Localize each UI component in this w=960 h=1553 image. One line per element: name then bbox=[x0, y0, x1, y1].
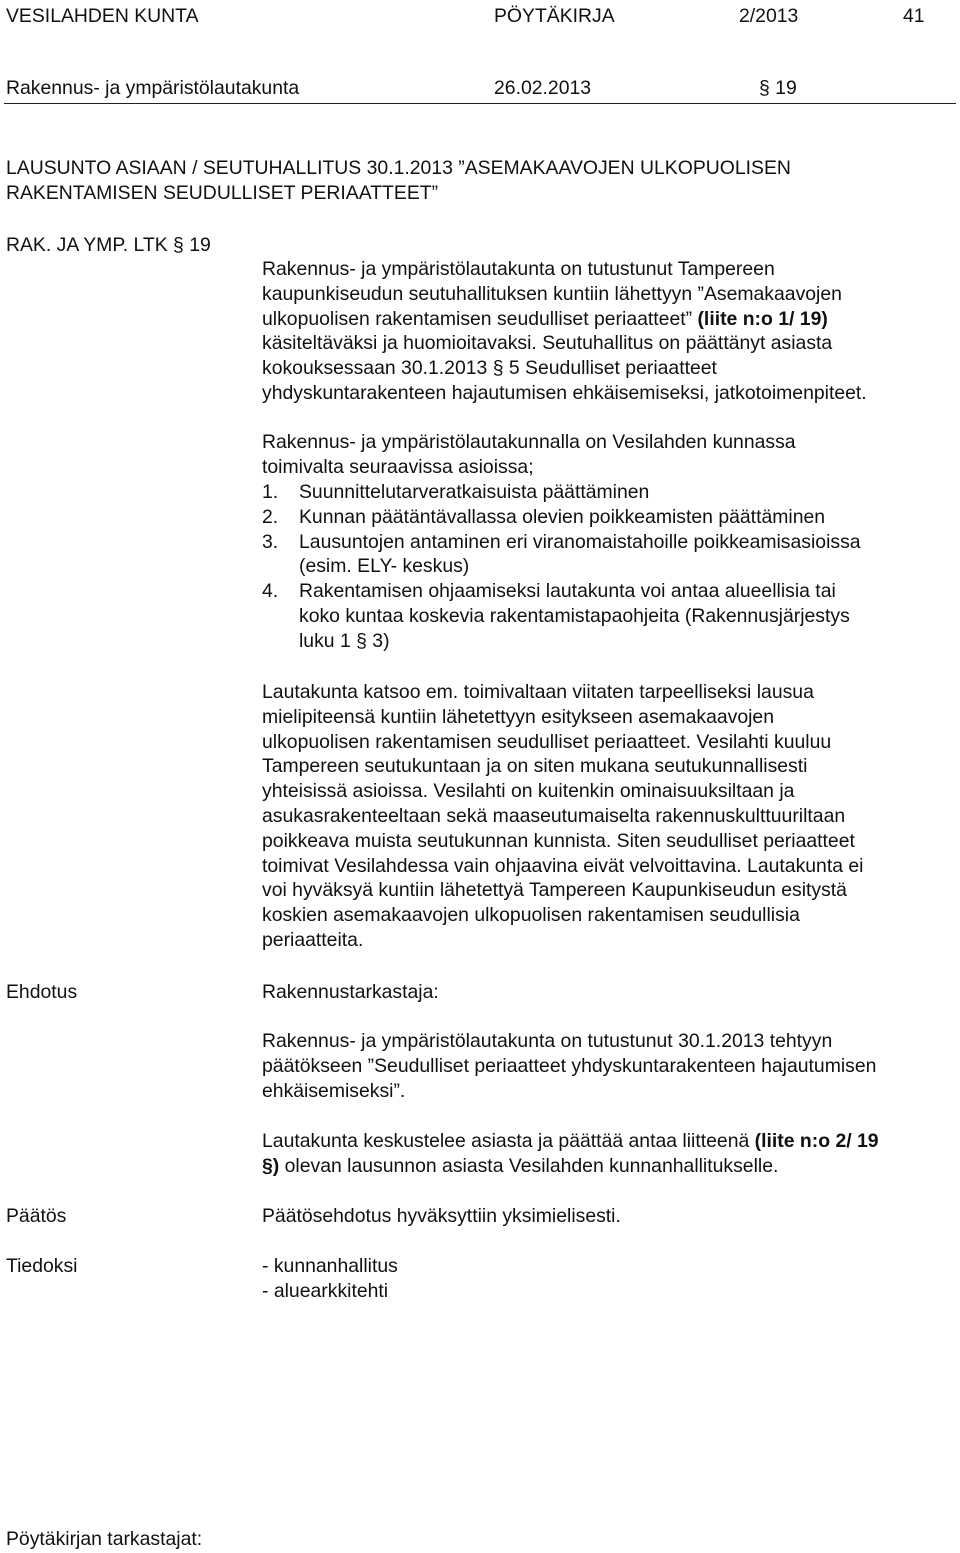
list-item-text: Suunnittelutarveratkaisuista päättäminen bbox=[299, 481, 650, 503]
recipient-item: - kunnanhallitus bbox=[262, 1255, 398, 1277]
text-line bbox=[262, 307, 957, 332]
list-item-text: koko kuntaa koskevia rakentamistapaohjeita (Rakennusjärjestys bbox=[299, 604, 850, 627]
attachment-reference: (liite n:o 2/ 19 bbox=[754, 1130, 879, 1152]
text-line: voi hyväksyä kuntiin lähetettyä Tampereen Kaupunkiseudun esitystä bbox=[262, 879, 847, 902]
matter-reference: RAK. JA YMP. LTK § 19 bbox=[6, 234, 211, 256]
matter-title-line-1: LAUSUNTO ASIAAN / SEUTUHALLITUS 30.1.2013 ”ASEMAKAAVOJEN ULKOPUOLISEN bbox=[6, 157, 791, 179]
text-segment: Lautakunta keskustelee asiasta ja päättää antaa liitteenä bbox=[262, 1130, 755, 1152]
document-type: PÖYTÄKIRJA bbox=[494, 5, 615, 27]
list-item-text: Kunnan päätäntävallassa olevien poikkeamisten päättäminen bbox=[299, 505, 826, 528]
recipient-list bbox=[262, 1254, 957, 1304]
text-line: Lautakunta katsoo em. toimivaltaan viitaten tarpeelliseksi lausua bbox=[262, 681, 814, 703]
attachment-reference: §) bbox=[262, 1154, 280, 1177]
text-segment: olevan lausunnon asiasta Vesilahden kunnanhallitukselle. bbox=[279, 1154, 779, 1177]
statement-paragraph-1 bbox=[262, 257, 957, 406]
statement-paragraph-2 bbox=[262, 430, 957, 480]
text-line: koskien asemakaavojen ulkopuolisen rakentamisen seudullisia bbox=[262, 904, 800, 927]
list-item-number: 2. bbox=[262, 505, 279, 528]
text-line: kaupunkiseudun seutuhallituksen kuntiin lähettyyn ”Asemakaavojen bbox=[262, 282, 842, 305]
recipient-item: - aluearkkitehti bbox=[262, 1279, 389, 1302]
text-line: Tampereen seutukuntaan ja on siten mukana seutukunnallisesti bbox=[262, 755, 808, 778]
list-item bbox=[262, 480, 957, 505]
text-line: ehkäisemiseksi”. bbox=[262, 1079, 406, 1102]
proposal-paragraph-1 bbox=[262, 1029, 957, 1103]
document-number: 2/2013 bbox=[739, 5, 799, 27]
text-line: toimivalta seuraavissa asioissa; bbox=[262, 455, 534, 478]
list-item-text: (esim. ELY- keskus) bbox=[299, 555, 470, 578]
text-line bbox=[262, 1129, 957, 1154]
text-segment: ulkopuolisen rakentamisen seudulliset periaatteet” bbox=[262, 307, 698, 330]
committee-name: Rakennus- ja ympäristölautakunta bbox=[6, 77, 300, 99]
statement-paragraph-3 bbox=[262, 680, 957, 953]
text-line: Rakennus- ja ympäristölautakunta on tutustunut 30.1.2013 tehtyyn bbox=[262, 1030, 833, 1052]
list-item-number: 4. bbox=[262, 580, 279, 603]
text-line: mielipiteensä kuntiin lähetettyyn esitykseen asemakaavojen bbox=[262, 705, 774, 728]
text-line: toimivat Vesilahdessa vain ohjaavina eivät velvoittavina. Lautakunta ei bbox=[262, 854, 864, 877]
ehdotus-label: Ehdotus bbox=[6, 981, 78, 1003]
list-item-number: 3. bbox=[262, 530, 279, 553]
list-item-text: luku 1 § 3) bbox=[299, 629, 390, 652]
meeting-date: 26.02.2013 bbox=[494, 77, 592, 99]
header-divider bbox=[4, 103, 956, 104]
list-item-number: 1. bbox=[262, 481, 279, 503]
text-line: Rakennus- ja ympäristölautakunta on tutustunut Tampereen bbox=[262, 258, 775, 280]
text-line: kokouksessaan 30.1.2013 § 5 Seudulliset periaatteet bbox=[262, 357, 717, 380]
text-line: päätökseen ”Seudulliset periaatteet yhdyskuntarakenteen hajautumisen bbox=[262, 1054, 877, 1077]
municipality-name: VESILAHDEN KUNTA bbox=[6, 5, 199, 27]
text-line: yhdyskuntarakenteen hajautumisen ehkäisemiseksi, jatkotoimenpiteet. bbox=[262, 381, 867, 404]
decision-text: Päätösehdotus hyväksyttiin yksimielisesti. bbox=[262, 1205, 621, 1227]
text-line: asukasrakenteeltaan sekä maaseutumaiselta rakennuskulttuuriltaan bbox=[262, 804, 846, 827]
list-item bbox=[262, 505, 957, 530]
text-line: periaatteita. bbox=[262, 928, 364, 951]
list-item bbox=[262, 579, 957, 653]
text-line: poikkeava muista seutukunnan kunnista. Siten seudulliset periaatteet bbox=[262, 829, 855, 852]
list-item bbox=[262, 530, 957, 580]
text-line: käsiteltäväksi ja huomioitavaksi. Seutuhallitus on päättänyt asiasta bbox=[262, 332, 833, 355]
attachment-reference: (liite n:o 1/ 19) bbox=[697, 307, 828, 330]
reviewers-label: Pöytäkirjan tarkastajat: bbox=[6, 1528, 203, 1550]
text-line: yhteisissä asioissa. Vesilahti on kuitenkin ominaisuuksiltaan ja bbox=[262, 780, 795, 803]
proposal-author: Rakennustarkastaja: bbox=[262, 981, 439, 1003]
paatos-label: Päätös bbox=[6, 1205, 67, 1227]
tiedoksi-label: Tiedoksi bbox=[6, 1255, 78, 1277]
text-line: ulkopuolisen rakentamisen seudulliset periaatteet. Vesilahti kuuluu bbox=[262, 730, 832, 753]
text-line: Rakennus- ja ympäristölautakunnalla on Vesilahden kunnassa bbox=[262, 431, 796, 453]
list-item-text: Rakentamisen ohjaamiseksi lautakunta voi antaa alueellisia tai bbox=[299, 580, 836, 603]
matter-title-line-2: RAKENTAMISEN SEUDULLISET PERIAATTEET” bbox=[6, 182, 439, 204]
proposal-paragraph-2 bbox=[262, 1129, 957, 1179]
text-line bbox=[262, 1154, 957, 1179]
page-number: 41 bbox=[903, 5, 925, 27]
authority-list bbox=[262, 480, 957, 654]
section-number: § 19 bbox=[759, 77, 797, 99]
list-item-text: Lausuntojen antaminen eri viranomaistahoille poikkeamisasioissa bbox=[299, 530, 861, 553]
